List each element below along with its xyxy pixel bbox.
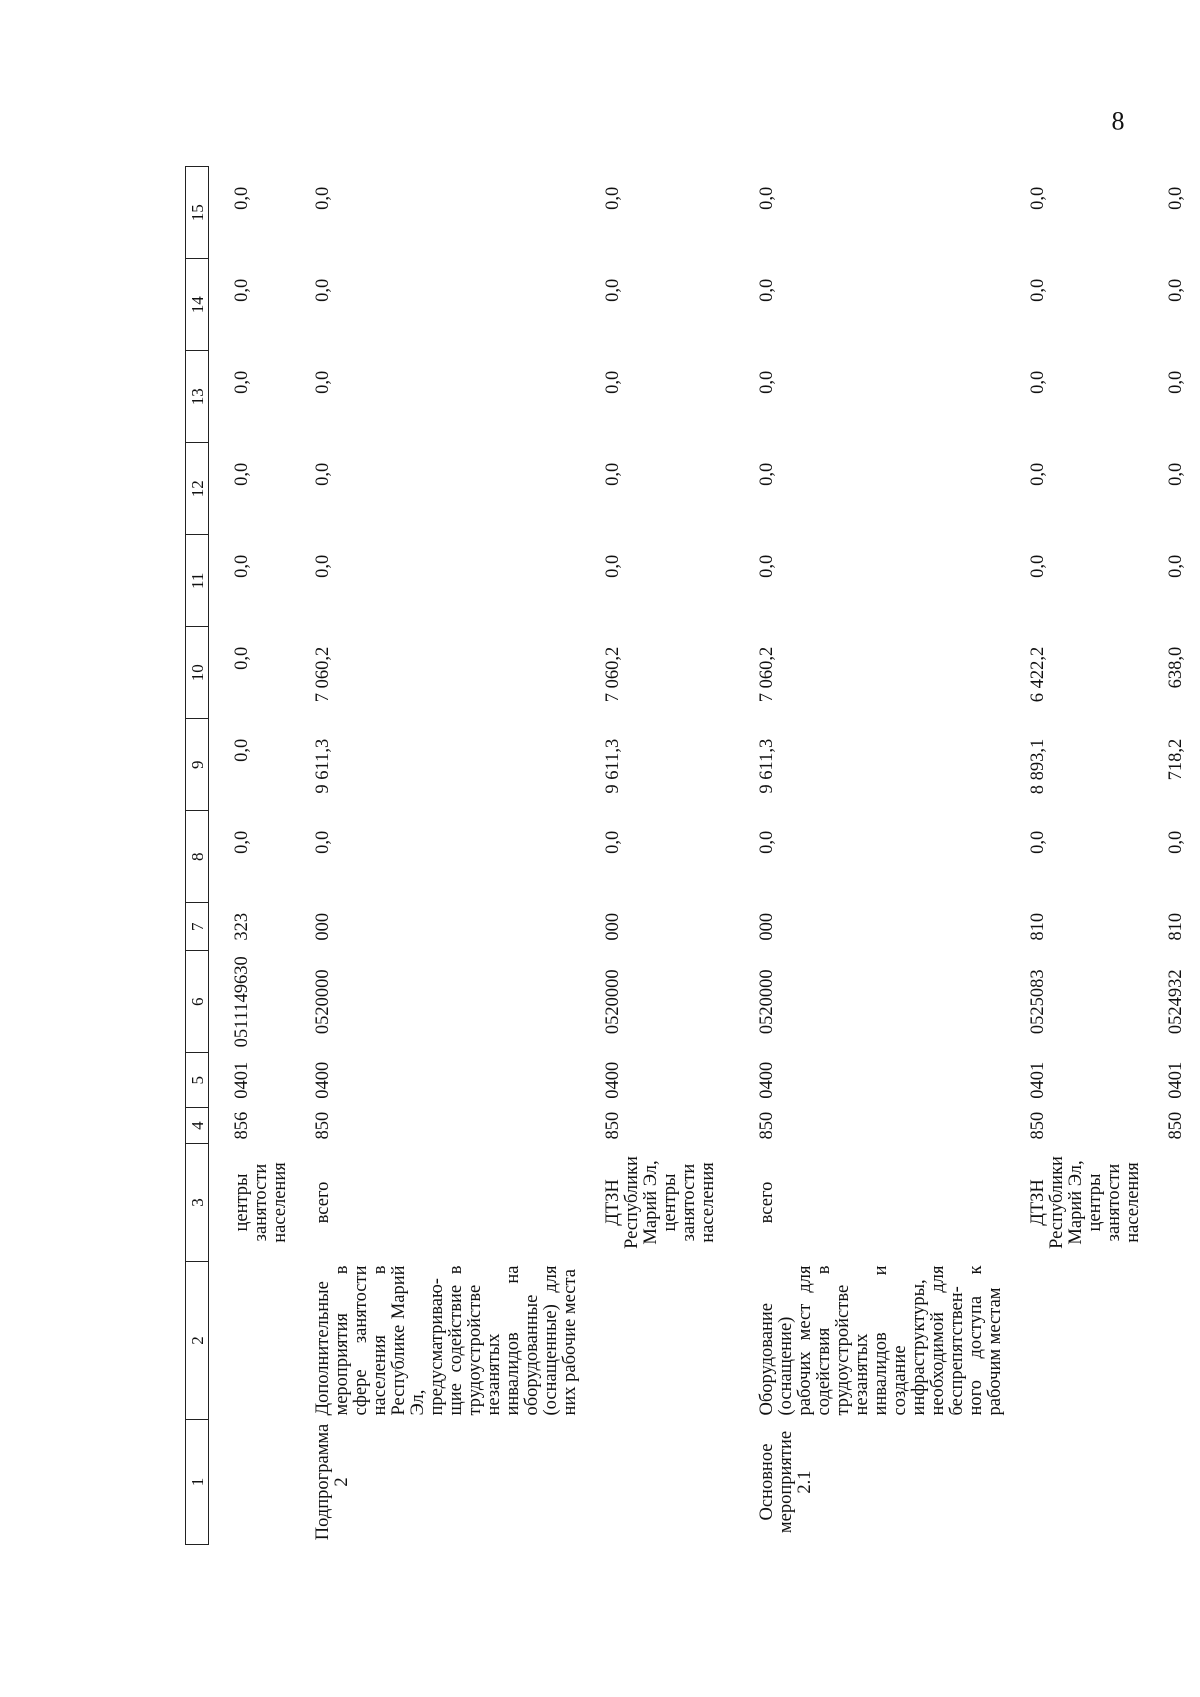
cell-value: 9 611,3 <box>757 738 777 794</box>
cell-status <box>1029 1420 1143 1545</box>
header-cell: 1 <box>186 1420 209 1545</box>
cell-value: 0,0 <box>603 370 623 394</box>
cell-value: 0,0 <box>603 462 623 486</box>
cell-value: 0,0 <box>313 462 333 486</box>
table-row <box>1167 167 1186 1545</box>
cell-value: 0,0 <box>1028 370 1048 394</box>
table-row <box>1029 167 1143 1545</box>
cell-status <box>604 1420 718 1545</box>
cell-value: 0,0 <box>757 462 777 486</box>
cell-name <box>604 1262 718 1420</box>
cell-csr: 0520000 <box>603 969 623 1035</box>
cell-value: 8 893,1 <box>1028 738 1048 795</box>
cell-value: 718,2 <box>1166 738 1186 781</box>
cell-value: 0,0 <box>232 462 252 486</box>
cell-grbs: 850 <box>757 1111 777 1140</box>
cell-vr: 810 <box>1166 912 1186 941</box>
cell-value: 0,0 <box>1028 554 1048 578</box>
table-row <box>233 167 290 1545</box>
cell-value: 0,0 <box>313 370 333 394</box>
cell-grbs: 850 <box>603 1111 623 1140</box>
cell-executor: всего <box>757 1181 777 1224</box>
cell-value: 0,0 <box>603 830 623 854</box>
cell-executor <box>1167 1144 1186 1262</box>
cell-executor: центры занятости населения <box>232 1162 290 1243</box>
cell-value: 9 611,3 <box>313 738 333 794</box>
cell-csr: 0520000 <box>313 969 333 1035</box>
cell-csr: 0511149630 <box>232 956 252 1048</box>
cell-value: 6 422,2 <box>1028 646 1048 703</box>
cell-value: 0,0 <box>232 186 252 210</box>
cell-value: 0,0 <box>603 186 623 210</box>
table-row <box>604 167 718 1545</box>
cell-value: 0,0 <box>1028 830 1048 854</box>
header-row <box>186 167 209 1545</box>
cell-value: 7 060,2 <box>603 646 623 703</box>
cell-rzpr: 0400 <box>757 1061 777 1099</box>
cell-rzpr: 0401 <box>232 1061 252 1099</box>
cell-value: 0,0 <box>1166 462 1186 486</box>
cell-value: 0,0 <box>313 278 333 302</box>
cell-value: 0,0 <box>757 370 777 394</box>
cell-rzpr: 0401 <box>1028 1061 1048 1099</box>
cell-value: 0,0 <box>313 830 333 854</box>
page-number: 8 <box>1111 106 1125 136</box>
table-row <box>758 167 1005 1545</box>
cell-executor: ДТЗН Республики Марий Эл, центры занятости населения <box>1028 1156 1143 1249</box>
cell-value: 0,0 <box>1166 278 1186 302</box>
cell-name: Оборудование (оснащение) рабочих мест для содействия в трудоустройстве незанятых инвалидов и создание инфраструктуры, необходимой для беспрепятствен-ного доступа к рабочим местам <box>757 1265 1005 1416</box>
header-cell: 11 <box>186 535 209 627</box>
cell-value: 0,0 <box>603 278 623 302</box>
header-cell: 5 <box>186 1053 209 1108</box>
cell-csr: 0520000 <box>757 969 777 1035</box>
header-cell: 8 <box>186 811 209 903</box>
cell-value: 0,0 <box>232 738 252 762</box>
cell-value: 7 060,2 <box>313 646 333 703</box>
header-cell: 12 <box>186 443 209 535</box>
cell-executor: ДТЗН Республики Марий Эл, центры занятости населения <box>603 1156 718 1249</box>
cell-value: 0,0 <box>757 278 777 302</box>
cell-grbs: 856 <box>232 1111 252 1140</box>
cell-value: 0,0 <box>232 278 252 302</box>
cell-rzpr: 0400 <box>603 1061 623 1099</box>
cell-status: Основное мероприятие 2.1 <box>757 1430 815 1534</box>
header-cell: 2 <box>186 1262 209 1420</box>
header-cell: 10 <box>186 627 209 719</box>
cell-rzpr: 0400 <box>313 1061 333 1099</box>
header-cell: 4 <box>186 1108 209 1144</box>
cell-value: 0,0 <box>757 830 777 854</box>
cell-name: Дополнительные мероприятия в сфере занятости населения в Республике Марий Эл, предусматриваю-щие содействие в трудоустройстве незанятых инвалидов на оборудованные (оснащенные) для них рабочие места <box>313 1265 580 1416</box>
cell-value: 0,0 <box>1166 830 1186 854</box>
header-cell: 14 <box>186 259 209 351</box>
cell-vr: 323 <box>232 912 252 941</box>
cell-value: 0,0 <box>1166 554 1186 578</box>
header-cell: 9 <box>186 719 209 811</box>
header-cell: 3 <box>186 1144 209 1262</box>
cell-grbs: 850 <box>1028 1111 1048 1140</box>
rotated-table-area <box>185 65 1185 1545</box>
header-cell: 7 <box>186 903 209 951</box>
cell-name <box>1029 1262 1143 1420</box>
cell-value: 0,0 <box>232 554 252 578</box>
header-cell: 6 <box>186 951 209 1053</box>
cell-value: 0,0 <box>1166 186 1186 210</box>
cell-value: 0,0 <box>232 830 252 854</box>
cell-value: 638,0 <box>1166 646 1186 689</box>
cell-status: Подпрограмма 2 <box>313 1423 352 1541</box>
cell-value: 0,0 <box>757 554 777 578</box>
cell-value: 0,0 <box>232 370 252 394</box>
cell-status <box>1167 1420 1186 1545</box>
cell-value: 0,0 <box>603 554 623 578</box>
cell-value: 0,0 <box>1166 370 1186 394</box>
cell-value: 0,0 <box>313 554 333 578</box>
cell-value: 0,0 <box>313 186 333 210</box>
cell-grbs: 850 <box>1166 1111 1186 1140</box>
cell-csr: 0524932 <box>1166 969 1186 1035</box>
cell-grbs: 850 <box>313 1111 333 1140</box>
header-cell: 15 <box>186 167 209 259</box>
cell-value: 9 611,3 <box>603 738 623 794</box>
table-row <box>314 167 580 1545</box>
cell-name <box>233 1262 290 1420</box>
cell-value: 0,0 <box>757 186 777 210</box>
cell-executor: всего <box>313 1181 333 1224</box>
cell-value: 0,0 <box>1028 462 1048 486</box>
cell-value: 0,0 <box>1028 186 1048 210</box>
cell-vr: 000 <box>757 912 777 941</box>
cell-status <box>233 1420 290 1545</box>
cell-csr: 0525083 <box>1028 969 1048 1035</box>
cell-value: 0,0 <box>232 646 252 670</box>
cell-vr: 000 <box>603 912 623 941</box>
cell-value: 0,0 <box>1028 278 1048 302</box>
budget-table <box>185 166 1186 1545</box>
cell-rzpr: 0401 <box>1166 1061 1186 1099</box>
cell-name <box>1167 1262 1186 1420</box>
cell-value: 7 060,2 <box>757 646 777 703</box>
cell-vr: 000 <box>313 912 333 941</box>
cell-vr: 810 <box>1028 912 1048 941</box>
header-cell: 13 <box>186 351 209 443</box>
